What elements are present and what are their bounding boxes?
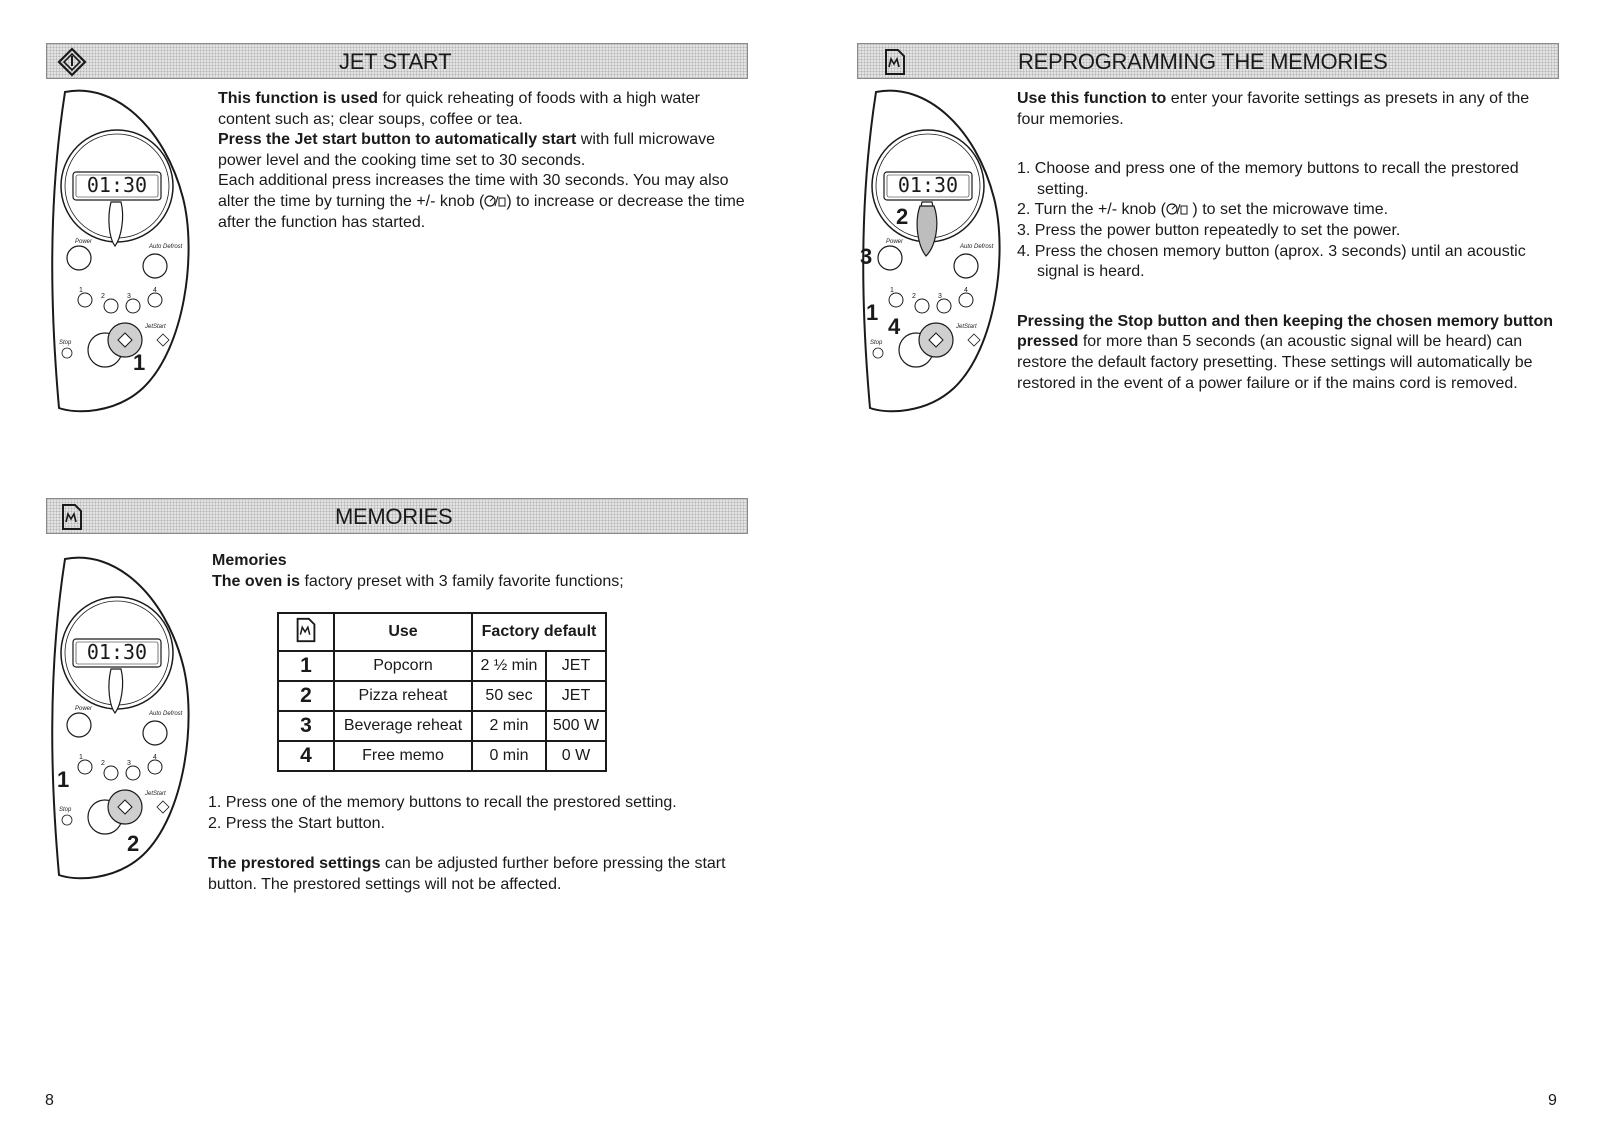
knob-icon [484, 194, 506, 208]
defrost-label: Auto Defrost [149, 711, 183, 717]
memory-use: Pizza reheat [334, 681, 472, 711]
reprogramming-step-1: 1. Choose and press one of the memory buttons to recall the prestored setting. [1017, 160, 1519, 198]
memory-label-4: 4 [153, 287, 157, 294]
memories-steps [208, 793, 738, 895]
memory-number: 2 [278, 681, 334, 711]
memory-label-3: 3 [127, 293, 131, 300]
memory-button-icon [292, 616, 320, 644]
memory-use: Beverage reheat [334, 711, 472, 741]
memory-power: JET [546, 651, 606, 681]
memory-label-1: 1 [79, 754, 83, 761]
memory-label-1: 1 [890, 287, 894, 294]
jet-start-paragraph-3: Each additional press increases the time with 30 seconds. You may also alter the time by turning the +/- knob ( ) to increase or decrease the time after the function has started. [218, 172, 745, 231]
reprogramming-banner [857, 43, 1559, 79]
oven-panel-illustration-memories [45, 555, 205, 885]
memory-power: JET [546, 681, 606, 711]
display-readout: 01:30 [86, 173, 148, 197]
page-number-left: 8 [45, 1092, 54, 1109]
memory-power: 500 W [546, 711, 606, 741]
memory-button-icon [880, 47, 910, 77]
power-label: Power [75, 239, 93, 245]
memories-note: The prestored settings can be adjusted further before pressing the start button. The prestored settings will not be affected. [208, 855, 726, 893]
jetstart-label: JetStart [145, 324, 166, 330]
stop-label: Stop [870, 340, 883, 346]
memory-button-icon [57, 502, 87, 532]
table-row [278, 681, 606, 711]
table-header-row [278, 613, 606, 651]
memories-intro-text: The oven is factory preset with 3 family favorite functions; [212, 572, 624, 590]
table-header-use: Use [334, 613, 472, 651]
memory-number: 1 [278, 651, 334, 681]
memory-label-1: 1 [79, 287, 83, 294]
jetstart-label: JetStart [956, 324, 977, 330]
display-readout: 01:30 [897, 173, 959, 197]
reprogramming-intro: Use this function to enter your favorite settings as presets in any of the four memories. [1017, 90, 1530, 128]
memory-label-4: 4 [153, 754, 157, 761]
memories-title: MEMORIES [335, 504, 453, 529]
memory-time: 0 min [472, 741, 546, 771]
reprogramming-title: REPROGRAMMING THE MEMORIES [1018, 49, 1388, 74]
jetstart-label: JetStart [145, 791, 166, 797]
reprogramming-step-4: 4. Press the chosen memory button (aprox. 3 seconds) until an acoustic signal is heard. [1017, 242, 1526, 281]
jet-start-paragraph-1: This function is used for quick reheating of foods with a high water content such as; clear soups, coffee or tea. [218, 90, 700, 128]
jet-start-banner [46, 43, 748, 79]
jet-start-title: JET START [339, 49, 452, 74]
page-number-right: 9 [1548, 1092, 1557, 1109]
callout-number: 1 [866, 300, 879, 325]
jet-start-body [218, 89, 750, 233]
table-row [278, 741, 606, 771]
memories-step-1: 1. Press one of the memory buttons to recall the prestored setting. [208, 794, 677, 811]
memory-time: 2 ½ min [472, 651, 546, 681]
reprogramming-step-3: 3. Press the power button repeatedly to set the power. [1017, 221, 1401, 239]
memories-intro [212, 551, 732, 592]
defrost-label: Auto Defrost [960, 244, 994, 250]
power-label: Power [886, 239, 904, 245]
callout-number: 4 [888, 314, 901, 339]
memory-label-4: 4 [964, 287, 968, 294]
reprogramming-body [1017, 89, 1557, 394]
memory-label-3: 3 [127, 760, 131, 767]
memory-label-2: 2 [912, 293, 916, 300]
memory-label-3: 3 [938, 293, 942, 300]
jet-start-paragraph-2: Press the Jet start button to automatically start with full microwave power level and the cooking time set to 30 seconds. [218, 131, 716, 169]
reprogramming-step-2: 2. Turn the +/- knob ( ) to set the microwave time. [1017, 201, 1389, 219]
memories-step-2: 2. Press the Start button. [208, 814, 385, 832]
memories-heading: Memories [212, 552, 287, 569]
callout-number: 3 [860, 244, 873, 269]
memory-use: Free memo [334, 741, 472, 771]
reprogramming-reset-note: Pressing the Stop button and then keeping the chosen memory button pressed for more than 5 seconds (an acoustic signal will be heard) can restore the default factory presetting. These settings will automatically be restored in the event of a power failure or if the mains cord is removed. [1017, 312, 1554, 392]
memories-banner [46, 498, 748, 534]
table-row [278, 651, 606, 681]
knob-icon [1166, 202, 1188, 216]
stop-label: Stop [59, 807, 72, 813]
callout-number: 1 [133, 350, 146, 375]
jet-start-diamond-icon [57, 47, 87, 77]
stop-label: Stop [59, 340, 72, 346]
table-header-icon-cell [278, 613, 334, 651]
oven-panel-illustration-jet [45, 88, 205, 418]
table-row [278, 711, 606, 741]
callout-number: 1 [57, 767, 70, 792]
memory-time: 50 sec [472, 681, 546, 711]
memory-label-2: 2 [101, 760, 105, 767]
oven-panel-illustration-reprogramming [856, 88, 1016, 418]
callout-number: 2 [896, 204, 909, 229]
memory-time: 2 min [472, 711, 546, 741]
memory-number: 3 [278, 711, 334, 741]
memory-number: 4 [278, 741, 334, 771]
callout-number: 2 [127, 831, 140, 856]
defrost-label: Auto Defrost [149, 244, 183, 250]
table-header-factory-default: Factory default [472, 613, 606, 651]
power-label: Power [75, 706, 93, 712]
memory-label-2: 2 [101, 293, 105, 300]
display-readout: 01:30 [86, 640, 148, 664]
memories-table [277, 612, 607, 772]
memory-power: 0 W [546, 741, 606, 771]
memory-use: Popcorn [334, 651, 472, 681]
